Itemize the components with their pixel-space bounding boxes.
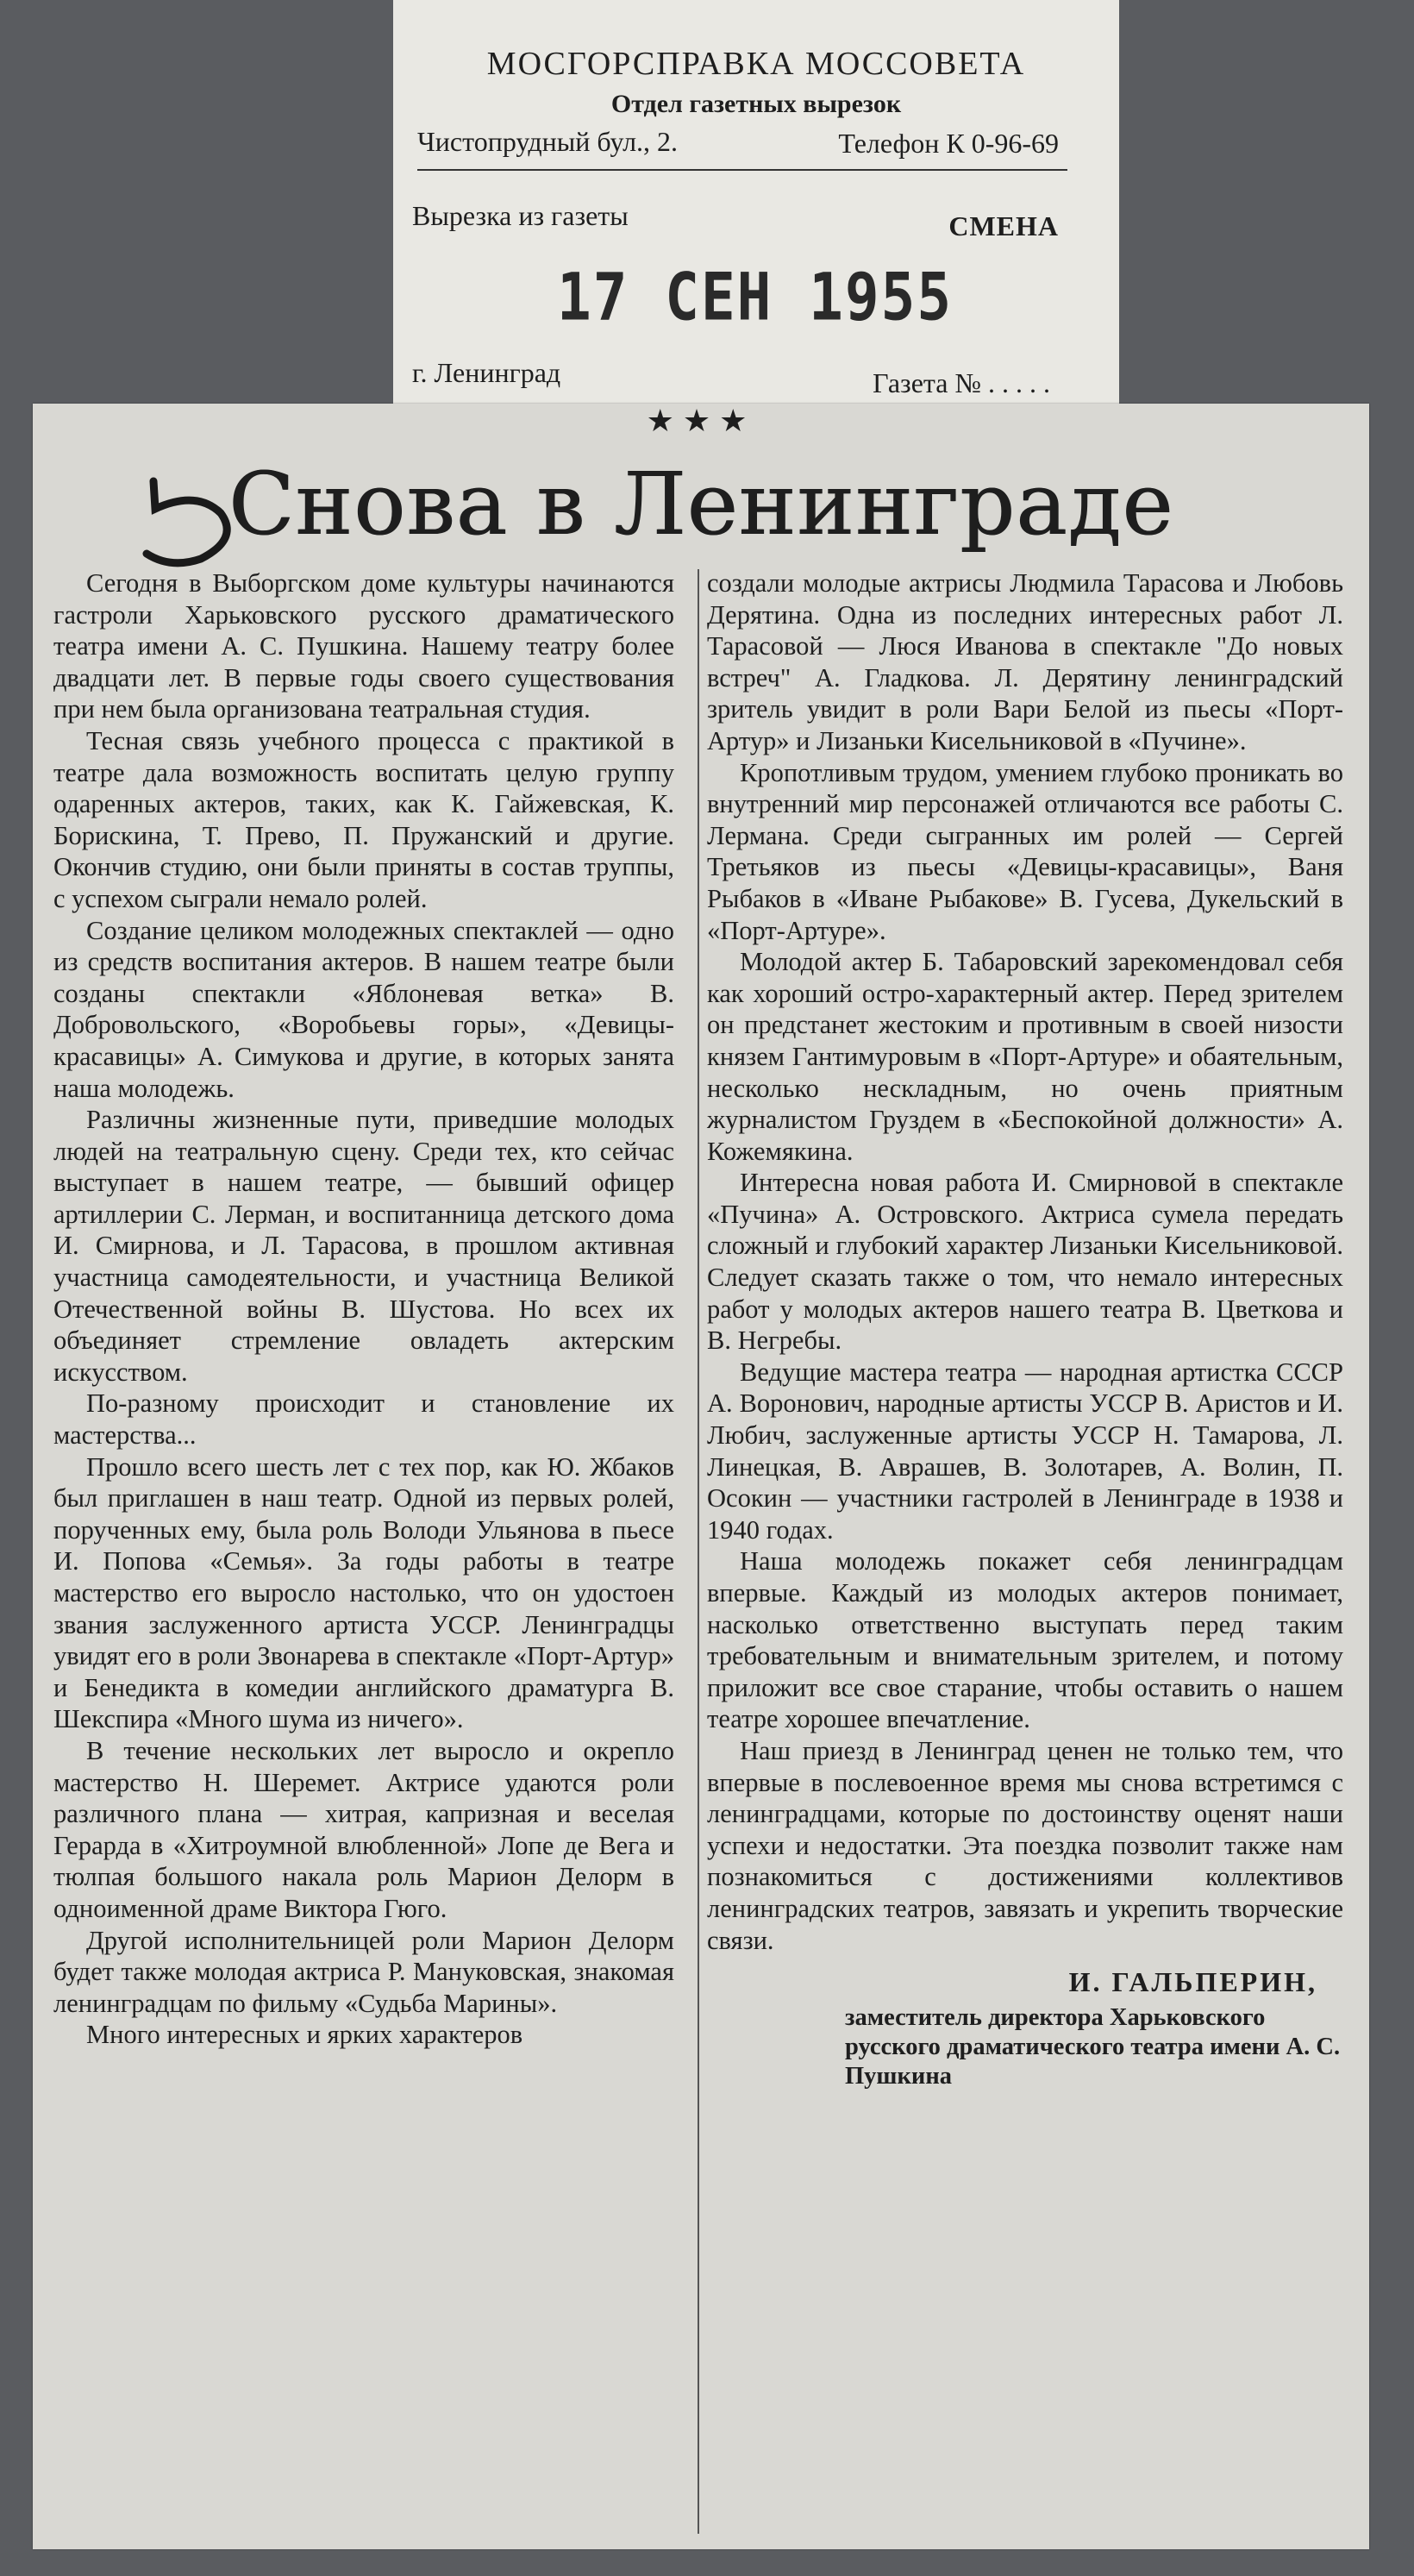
paragraph: Кропотливым трудом, умением глубоко проникать во внутренний мир персонажей отличаются все работы С. Лермана. Среди сыгранных им ролей — Сергей Третьяков из пьесы «Девицы-красавицы», Ваня Рыбаков в «Иване Рыбакове» В. Гусева, Дукельский в «Порт-Артуре». <box>707 757 1343 945</box>
paragraph: Много интересных и ярких характеров <box>86 2020 523 2050</box>
article-column-right <box>707 567 1343 2091</box>
paragraph: Тесная связь учебного процесса с практикой в театре дала возможность воспитать целую группу одаренных актеров, таких, как К. Гайжевская, К. Борискина, Т. Прево, П. Пружанский и другие. Окончив студию, они были приняты в состав труппы, с успехом сыграли немало ролей. <box>53 725 674 913</box>
issue-label: Газета № . . . . . <box>873 367 1050 398</box>
date-stamp: 17 СЕН 1955 <box>557 259 954 335</box>
header-divider <box>417 169 1067 171</box>
organization-name: МОСГОРСПРАВКА МОССОВЕТА <box>486 46 1026 82</box>
paragraph: Ведущие мастера театра — народная артистка СССР А. Воронович, народные артисты УССР В. Аристов и И. Любич, заслуженные артисты УССР Н. Тамарова, Л. Линецкая, В. Аврашев, В. Золотарев, А. Волин, П. Осокин — участники гастролей в Ленинграде в 1938 и 1940 годах. <box>707 1357 1343 1545</box>
paragraph: Другой исполнительницей роли Марион Делорм будет также молодая актриса Р. Мануковская, знакомая ленинградцам по фильму «Судьба Марины». <box>53 1925 674 2018</box>
clipping-label: Вырезка из газеты <box>412 200 629 231</box>
column-divider <box>698 569 699 2534</box>
stars-decoration: ★★★ <box>646 404 756 439</box>
paragraph: Сегодня в Выборгском доме культуры начинаются гастроли Харьковского русского драматического театра имени А. С. Пушкина. Нашему театру более двадцати лет. В первые годы своего существования при нем была организована театральная студия. <box>53 568 674 724</box>
author-role: заместитель директора Харьковского русского драматического театра имени А. С. Пушкина <box>845 2003 1341 2090</box>
article-column-left <box>53 567 674 2051</box>
clipping-service-slip <box>393 0 1119 411</box>
paragraph: Молодой актер Б. Табаровский зарекомендовал себя как хороший остро-характерный актер. Перед зрителем он предстанет жестоким и противным в своей низости князем Гантимуровым в «Порт-Артуре» и обаятельным, несколько нескладным, но очень приятным журналистом Груздем в «Беспокойной должности» А. Кожемякина. <box>707 947 1343 1166</box>
paragraph: Наш приезд в Ленинград ценен не только тем, что впервые в послевоенное время мы снова встретимся с ленинградцами, которые по достоинству оценят наши успехи и недостатки. Эта поездка позволит также нам познакомиться с достижениями коллективов ленинградских театров, завязать и укрепить творческие связи. <box>707 1735 1343 1955</box>
paragraph: Прошло всего шесть лет с тех пор, как Ю. Жбаков был приглашен в наш театр. Одной из первых ролей, порученных ему, была роль Володи Ульянова в пьесе И. Попова «Семья». За годы работы в театре мастерство его выросло настолько, что он удостоен звания заслуженного артиста УССР. Ленинградцы увидят его в роли Звонарева в спектакле «Порт-Артур» и Бенедикта в комедии английского драматурга В. Шекспира «Много шума из ничего». <box>53 1451 674 1734</box>
department-name: Отдел газетных вырезок <box>610 90 902 118</box>
newspaper-article <box>33 404 1369 2549</box>
paragraph: Наша молодежь покажет себя ленинградцам впервые. Каждый из молодых актеров понимает, насколько ответственно выступать перед таким требовательным и внимательным зрителем, и потому приложит все свое старание, чтобы оставить о нашем театре хорошее впечатление. <box>707 1546 1343 1734</box>
newspaper-name: СМЕНА <box>948 210 1059 241</box>
paragraph: В течение нескольких лет выросло и окрепло мастерство Н. Шеремет. Актрисе удаются роли различного плана — хитрая, капризная и веселая Герарда в «Хитроумной влюбленной» Лопе де Вега и тюлпая большого накала роль Марион Делорм в одноименной драме Виктора Гюго. <box>53 1735 674 1923</box>
author-name: И. ГАЛЬПЕРИН, <box>1068 1966 1317 1998</box>
paragraph: Интересна новая работа И. Смирновой в спектакле «Пучина» А. Островского. Актриса сумела передать сложный и глубокий характер Лизаньки Кисельниковой. Следует сказать также о том, что немало интересных работ у молодых актеров нашего театра В. Цветкова и В. Негребы. <box>707 1168 1343 1356</box>
paragraph: Создание целиком молодежных спектаклей — одно из средств воспитания актеров. В нашем театре были созданы спектакли «Яблоневая ветка» В. Добровольского, «Воробьевы горы», «Девицы-красавицы» А. Симукова и другие, в которых занята наша молодежь. <box>53 915 674 1103</box>
article-title: Снова в Ленинграде <box>228 454 1174 555</box>
paragraph: создали молодые актрисы Людмила Тарасова и Любовь Дерятина. Одна из последних интересных работ Л. Тарасовой — Люся Иванова в спектакле "До новых встреч" А. Гладкова. Л. Дерятину ленинградский зритель увидит в роли Вари Белой из пьесы «Порт-Артур» и Лизаньки Кисельниковой в «Пучине». <box>707 568 1343 755</box>
paragraph: Различны жизненные пути, приведшие молодых людей на театральную сцену. Среди тех, кто сейчас выступает в нашем театре, — бывший офицер артиллерии С. Лерман, и воспитанница детского дома И. Смирнова, и Л. Тарасова, в прошлом активная участница самодеятельности, и участница Великой Отечественной войны В. Шустова. Но всех их объединяет стремление овладеть актерским искусством. <box>53 1105 674 1387</box>
address: Чистопрудный бул., 2. <box>417 126 679 157</box>
phone-number: Телефон К 0-96-69 <box>838 128 1059 159</box>
city-label: г. Ленинград <box>412 357 561 388</box>
paragraph: По-разному происходит и становление их мастерства... <box>53 1388 674 1451</box>
